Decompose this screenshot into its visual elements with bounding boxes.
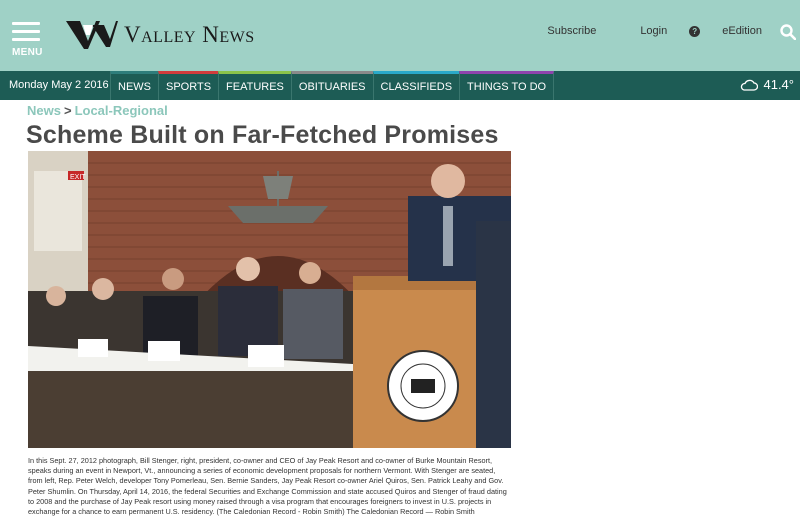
nav-items	[110, 71, 554, 100]
nav-item-label: FEATURES	[226, 81, 284, 93]
logo-text: Valley News	[124, 22, 255, 47]
nav-item-classifieds[interactable]	[373, 71, 460, 100]
photo-illustration	[28, 151, 511, 448]
breadcrumb-separator: >	[63, 103, 72, 118]
login-link[interactable]	[618, 25, 700, 37]
site-header	[0, 0, 800, 71]
nav-item-label: OBITUARIES	[298, 81, 366, 93]
site-logo[interactable]	[66, 21, 255, 49]
nav-item-label: CLASSIFIEDS	[380, 81, 453, 93]
subscribe-link[interactable]: Subscribe	[547, 25, 597, 37]
nav-item-features[interactable]	[218, 71, 291, 100]
menu-button[interactable]	[12, 22, 42, 60]
nav-item-news[interactable]	[110, 71, 158, 100]
weather-widget[interactable]	[740, 77, 794, 92]
menu-icon-bar	[12, 30, 40, 33]
menu-icon-bar	[12, 38, 40, 41]
photo-caption: In this Sept. 27, 2012 photograph, Bill Stenger, right, president, co-owner and CEO of Jay Peak Resort and co-owner of Burke Mountain Resort, speaks during an event in Newport, Vt., announcing a series of economic development proposals for northern Vermont. With Stenger are seated, from left, Rep. Peter Welch, developer Tony Pomerleau, Sen. Bernie Sanders, Jay Peak Resort co-owner Ariel Quiros, Sen. Patrick Leahy and Gov. Peter Shumlin. On Thursday, April 14, 2016, the federal Securities and Exchange Commission and state accused Quiros and Stenger of fraud dating to 2008 and the purchase of Jay Peak resort using money raised through a visa program that encourages foreigners to invest in U.S. projects in exchange for a chance to earn permanent U.S. residency. (The Caledonian Record - Robin Smith) The Caledonian Record — Robin Smith	[28, 456, 507, 517]
nav-item-label: NEWS	[118, 81, 151, 93]
eedition-link[interactable]: eEdition	[722, 25, 762, 37]
breadcrumb-local-regional[interactable]: Local-Regional	[74, 103, 168, 118]
weather-temperature: 41.4°	[763, 77, 794, 92]
nav-item-label: SPORTS	[166, 81, 212, 93]
logo-mark-icon	[66, 21, 118, 49]
current-date: Monday May 2 2016	[9, 79, 109, 91]
main-nav	[0, 71, 800, 100]
nav-item-obituaries[interactable]	[291, 71, 373, 100]
svg-text:EXIT: EXIT	[70, 174, 86, 181]
menu-label: MENU	[12, 47, 43, 58]
nav-item-label: THINGS TO DO	[467, 81, 547, 93]
article-photo[interactable]	[28, 151, 511, 448]
article-headline: Scheme Built on Far-Fetched Promises	[26, 121, 499, 149]
nav-item-sports[interactable]	[158, 71, 218, 100]
cloud-icon	[740, 79, 758, 91]
login-label: Login	[640, 25, 668, 37]
help-icon: ?	[689, 26, 700, 37]
menu-icon	[12, 22, 40, 25]
header-links	[525, 25, 762, 37]
nav-item-things-to-do[interactable]	[459, 71, 554, 100]
search-icon[interactable]	[780, 24, 796, 40]
breadcrumb	[27, 103, 168, 118]
breadcrumb-news[interactable]: News	[27, 103, 61, 118]
